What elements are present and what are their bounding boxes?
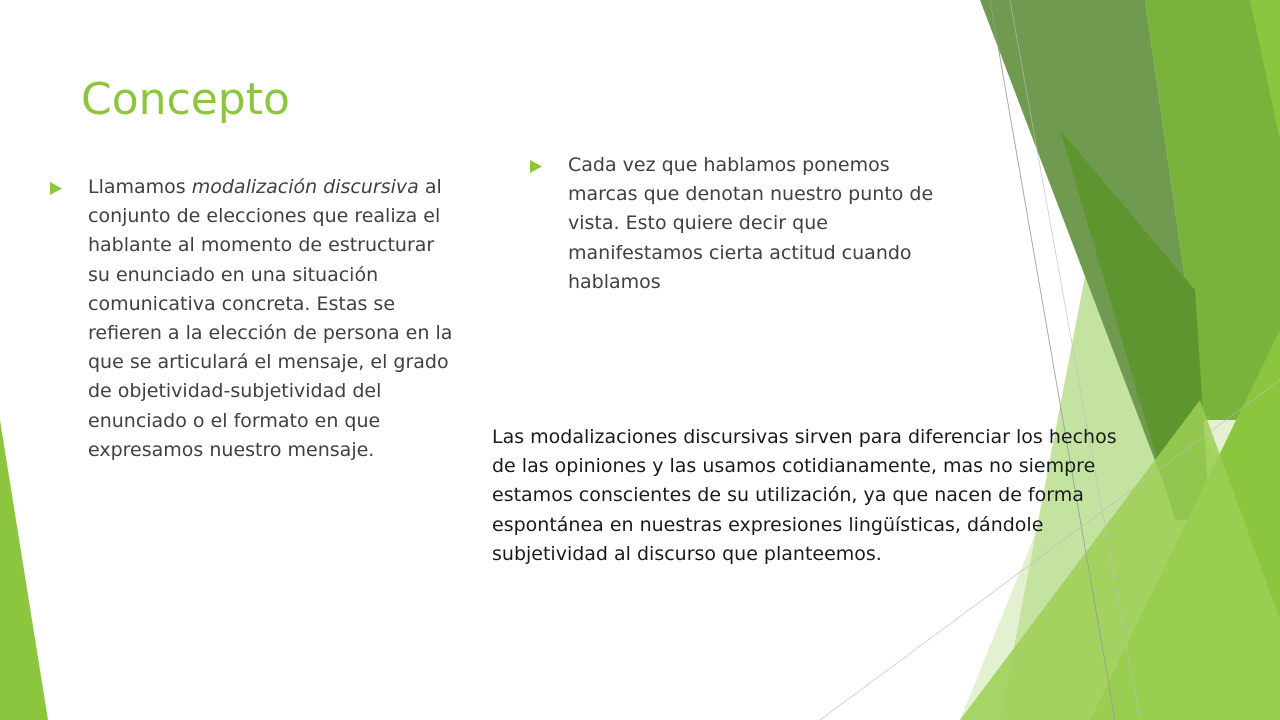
bullet-definition-rest: al conjunto de elecciones que realiza el hablante al momento de estructurar su enunciado en una situación comunicativa concreta. Estas se refieren a la elección de persona en la que se articulará el mensaje, el grado de objetividad-subjetividad del enunciado o el formato en que expresamos nuestro mensaje. xyxy=(88,176,453,461)
bullet-definition-lead: Llamamos xyxy=(88,176,192,198)
slide-title: Concepto xyxy=(81,74,290,125)
bullet-definition xyxy=(50,173,460,465)
term-modalizacion-discursiva: modalización discursiva xyxy=(191,176,419,198)
bullet-point-of-view-text: Cada vez que hablamos ponemos marcas que denotan nuestro punto de vista. Esto quiere decir que manifestamos cierta actitud cuando hablamos xyxy=(568,154,934,293)
triangle-bullet-icon xyxy=(50,173,88,195)
bullet-point-of-view xyxy=(530,151,940,297)
bullet-definition-text xyxy=(88,173,460,465)
triangle-bullet-icon xyxy=(530,151,568,173)
summary-paragraph: Las modalizaciones discursivas sirven para diferenciar los hechos de las opiniones y las usamos cotidianamente, mas no siempre estamos conscientes de su utilización, ya que nacen de forma espontánea en nuestras expresiones lingüísticas, dándole subjetividad al discurso que planteemos. xyxy=(492,426,1117,565)
left-edge-wedge xyxy=(0,420,48,720)
